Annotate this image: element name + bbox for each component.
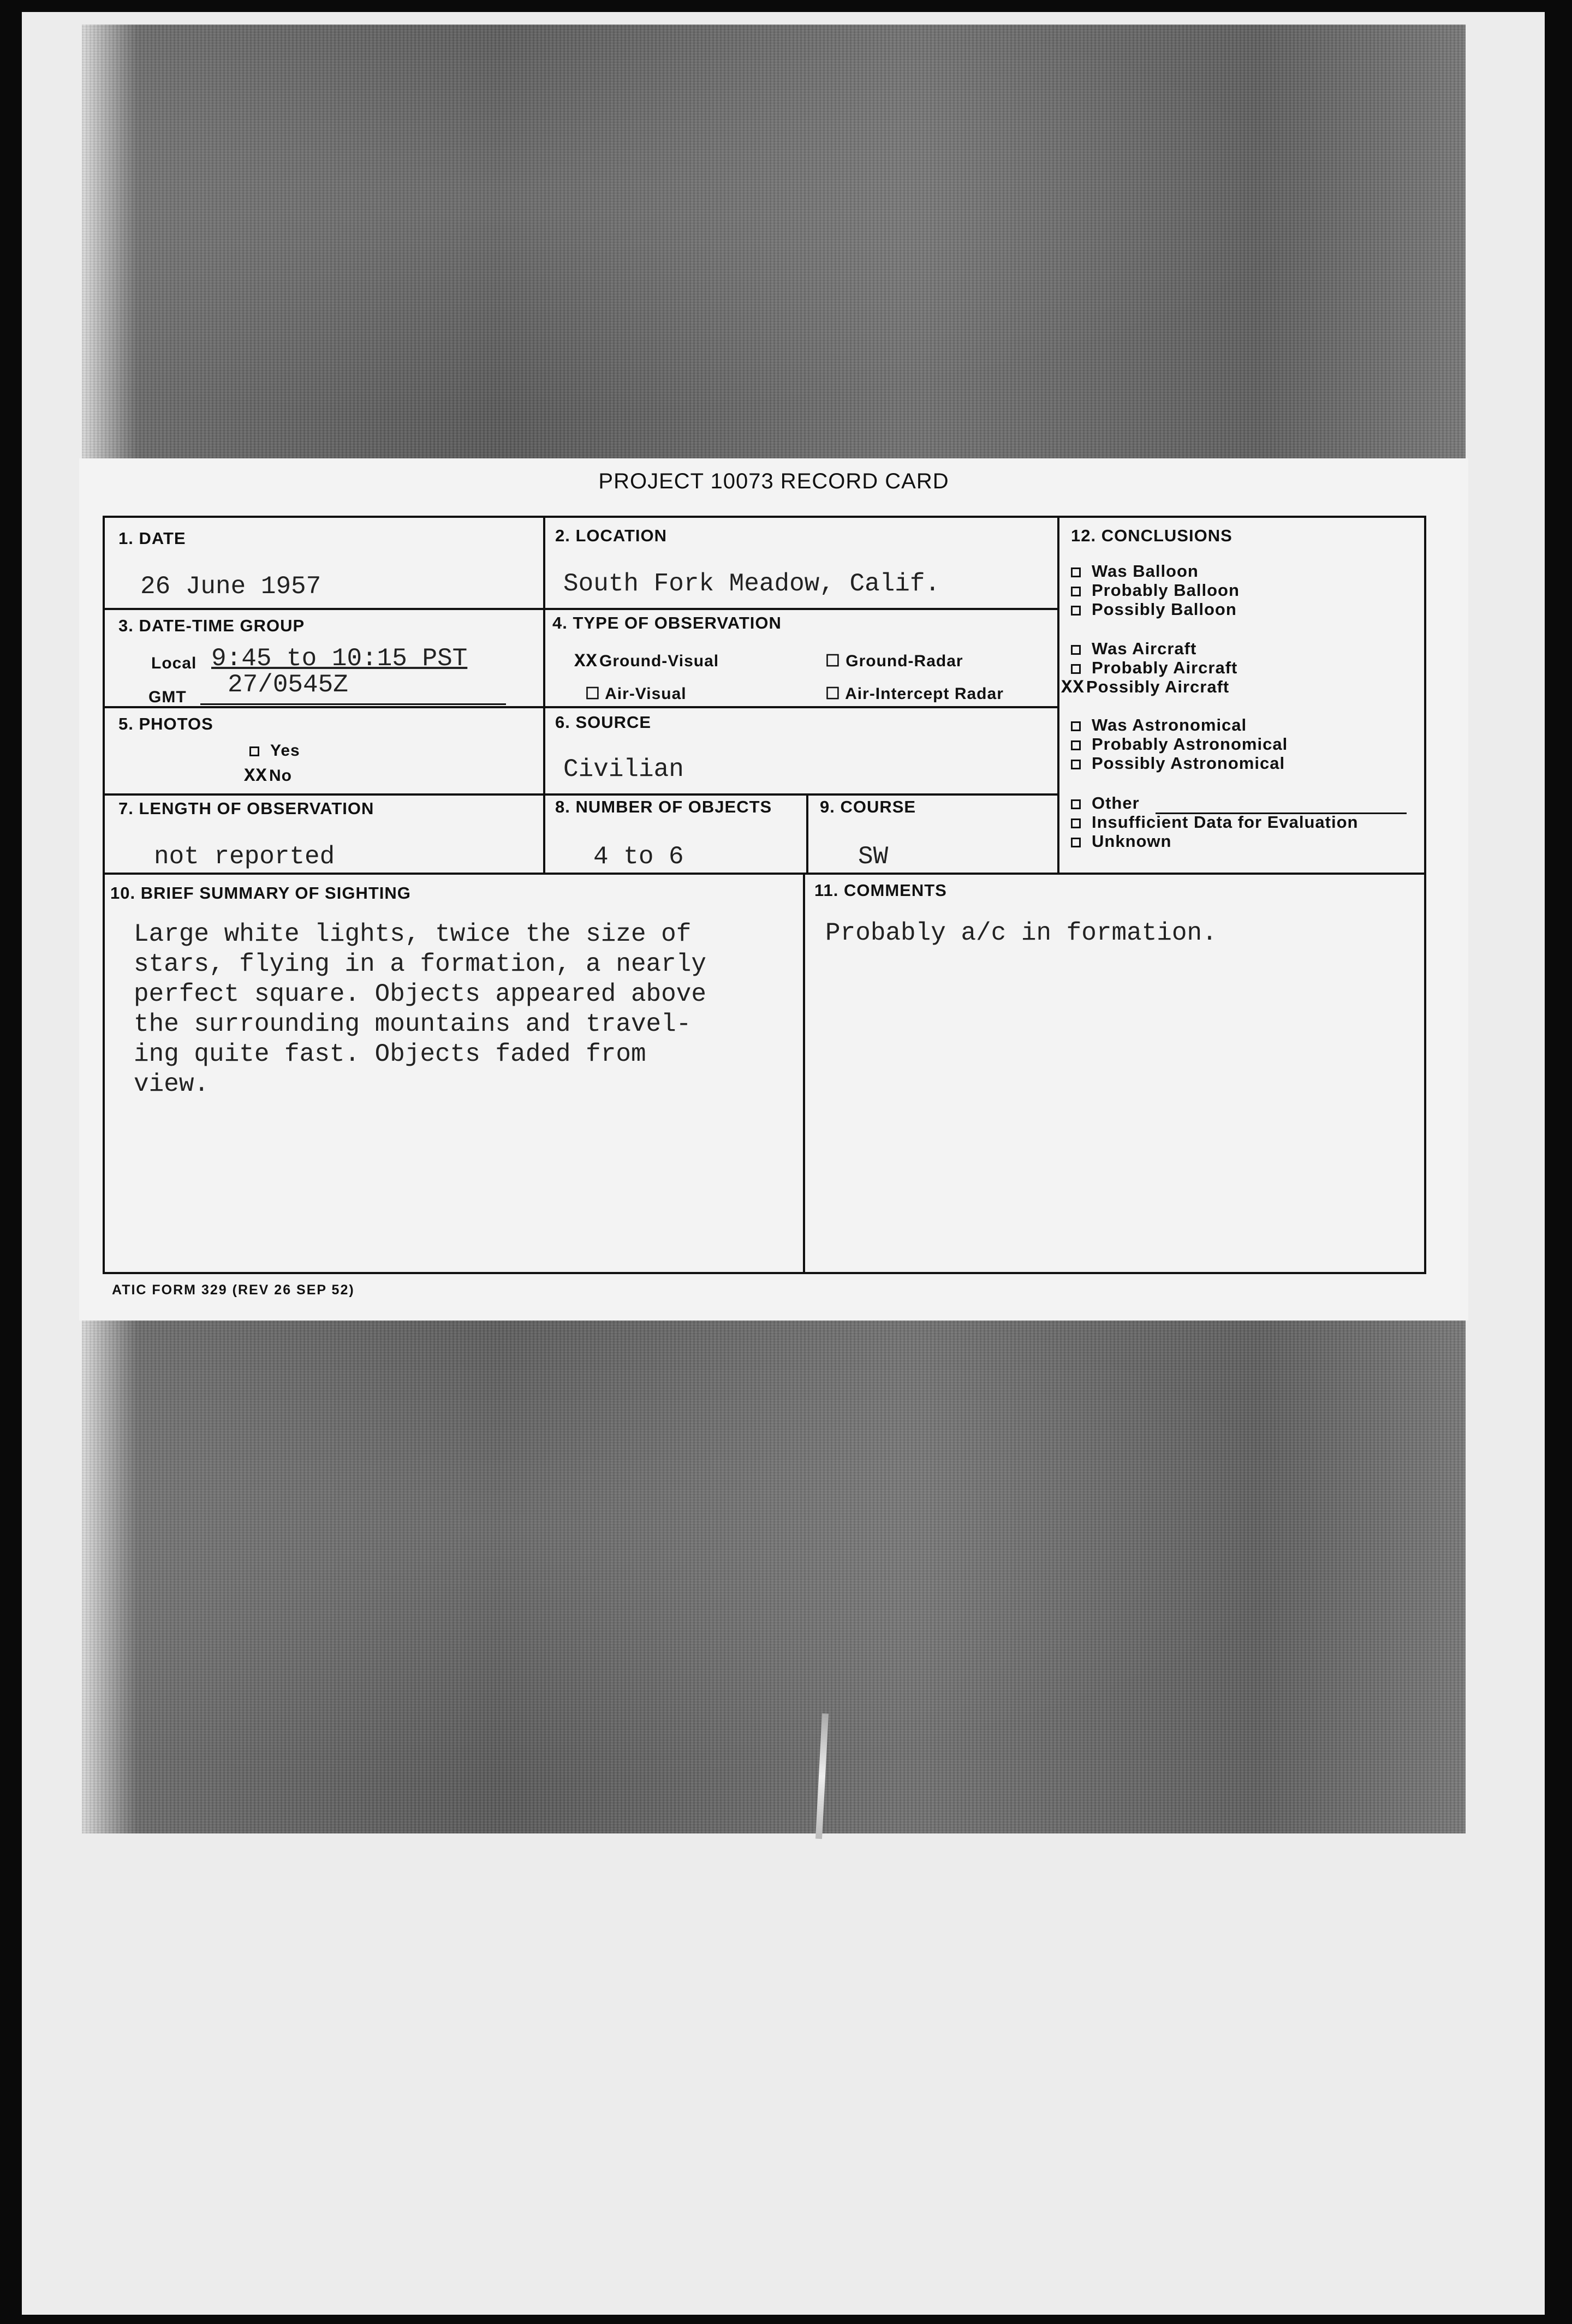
comments-value: Probably a/c in formation. <box>825 919 1217 947</box>
date-value: 26 June 1957 <box>140 572 321 601</box>
number-of-objects-value: 4 to 6 <box>593 843 684 871</box>
obs-option-ground-visual: XX Ground-Visual <box>574 652 719 672</box>
checkbox-icon <box>249 746 259 756</box>
length-label: 7. LENGTH OF OBSERVATION <box>118 799 374 818</box>
checkbox-icon <box>1071 799 1081 809</box>
form-footer: ATIC FORM 329 (REV 26 SEP 52) <box>112 1282 355 1298</box>
date-time-group-label: 3. DATE-TIME GROUP <box>118 616 305 635</box>
observation-type-label: 4. TYPE OF OBSERVATION <box>552 613 782 632</box>
number-of-objects-label: 8. NUMBER OF OBJECTS <box>555 797 772 816</box>
conclusion-item: Other <box>1071 793 1140 813</box>
conclusion-item: Was Balloon <box>1071 561 1199 581</box>
checkbox-icon <box>1071 838 1081 847</box>
course-label: 9. COURSE <box>820 797 916 816</box>
divider <box>105 608 1059 610</box>
course-value: SW <box>858 843 889 871</box>
divider <box>1057 518 1059 873</box>
location-label: 2. LOCATION <box>555 526 668 545</box>
conclusions-label: 12. CONCLUSIONS <box>1071 526 1232 545</box>
conclusion-item: Possibly Astronomical <box>1071 754 1285 773</box>
divider <box>105 873 1424 875</box>
gmt-value: 27/0545Z <box>228 671 348 699</box>
conclusion-item: Was Astronomical <box>1071 715 1247 735</box>
checkbox-icon <box>1071 819 1081 828</box>
checkbox-icon <box>1071 587 1081 596</box>
summary-label: 10. BRIEF SUMMARY OF SIGHTING <box>110 883 411 903</box>
photos-label: 5. PHOTOS <box>118 714 213 733</box>
comments-label: 11. COMMENTS <box>814 881 947 900</box>
obs-option-air-intercept-radar: ☐ Air-Intercept Radar <box>825 685 1004 703</box>
conclusion-item: Insufficient Data for Evaluation <box>1071 812 1358 832</box>
photos-no-option: XX No <box>244 766 292 787</box>
checkbox-icon <box>1071 664 1081 674</box>
bottom-dark-band <box>82 1321 1466 1833</box>
record-card <box>79 458 1468 1321</box>
length-value: not reported <box>154 843 335 871</box>
divider <box>105 706 1059 708</box>
divider <box>543 518 545 873</box>
summary-text: Large white lights, twice the size of stars, flying in a formation, a nearly perfect square. Objects appeared above the surrounding mountains and travel- ing quite fast. Objects faded from view. <box>134 920 706 1098</box>
checkbox-icon <box>1071 567 1081 577</box>
source-label: 6. SOURCE <box>555 713 652 732</box>
local-label: Local <box>151 654 197 672</box>
location-value: South Fork Meadow, Calif. <box>563 570 940 598</box>
checkbox-icon <box>1071 645 1081 655</box>
top-dark-band <box>82 25 1466 458</box>
divider <box>105 793 1059 796</box>
conclusion-item: Possibly Balloon <box>1071 600 1237 619</box>
conclusion-item: Unknown <box>1071 832 1172 851</box>
date-label: 1. DATE <box>118 529 186 548</box>
gmt-label: GMT <box>148 688 187 706</box>
conclusion-item: Probably Aircraft <box>1071 658 1237 678</box>
checkbox-icon <box>1071 606 1081 616</box>
source-value: Civilian <box>563 755 684 784</box>
checkbox-icon <box>1071 721 1081 731</box>
conclusion-item-selected: XX Possibly Aircraft <box>1061 677 1230 698</box>
conclusion-item: Probably Balloon <box>1071 581 1240 600</box>
obs-option-ground-radar: ☐ Ground-Radar <box>825 652 963 670</box>
form-grid <box>103 516 1426 1274</box>
local-value: 9:45 to 10:15 PST <box>211 644 468 673</box>
conclusion-item: Was Aircraft <box>1071 639 1196 659</box>
checkbox-icon <box>1071 740 1081 750</box>
card-title: PROJECT 10073 RECORD CARD <box>598 469 949 493</box>
conclusion-item: Probably Astronomical <box>1071 734 1288 754</box>
divider <box>806 793 808 873</box>
photos-yes-option: Yes <box>249 742 300 760</box>
gmt-underline <box>200 703 506 705</box>
checkbox-icon <box>1071 760 1081 769</box>
obs-option-air-visual: ☐ Air-Visual <box>585 685 687 703</box>
